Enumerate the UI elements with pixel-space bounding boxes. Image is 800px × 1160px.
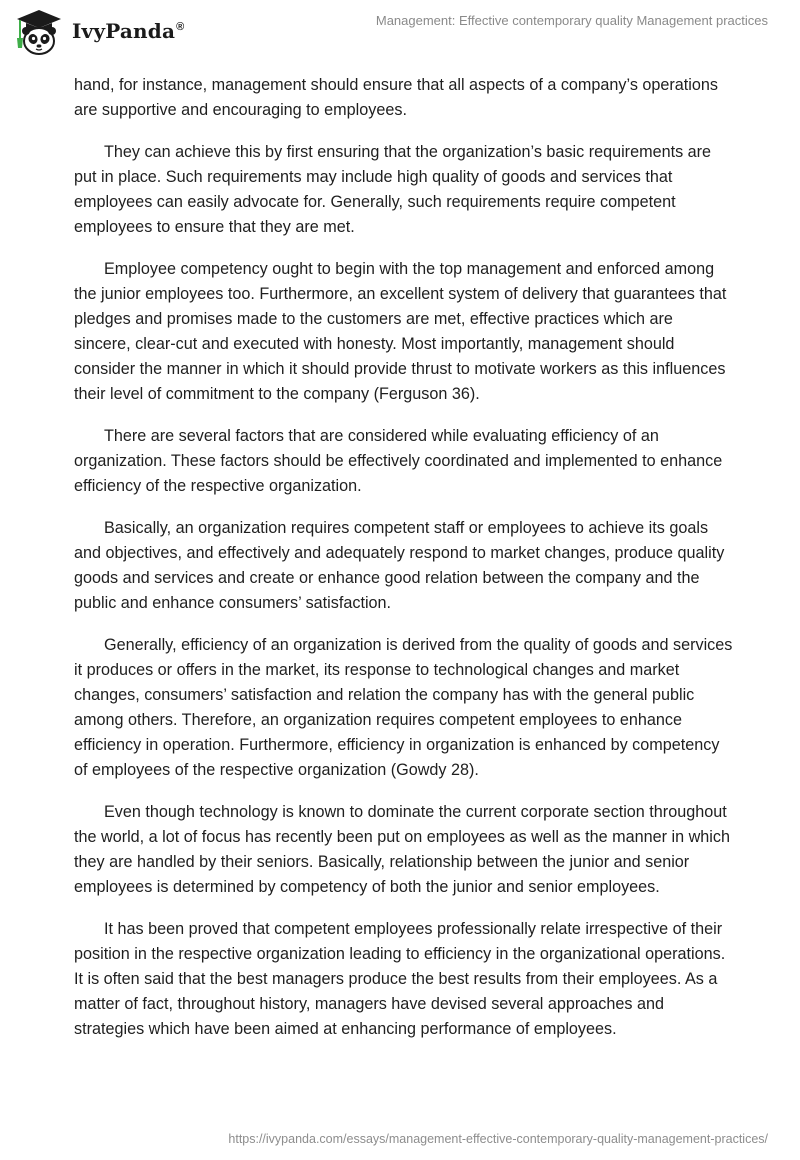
paragraph-3: Employee competency ought to begin with the top management and enforced among the junior employees too. Furthermore, an excellent system of delivery that guarantees that pledges and promises made to the customers are met, effective practices which are sincere, clear-cut and executed with honesty. Most importantly, management should consider the manner in which it should provide thrust to motivate workers as this influences their level of commitment to the company (Ferguson 36). — [74, 260, 727, 403]
paragraph-4: There are several factors that are considered while evaluating efficiency of an organization. These factors should be effectively coordinated and implemented to enhance efficiency of the respective organization. — [74, 427, 723, 495]
paragraph-7: Even though technology is known to dominate the current corporate section throughout the world, a lot of focus has recently been put on employees as well as the manner in which they are handled by their seniors. Basically, relationship between the junior and senior employees is determined by competency of both the junior and senior employees. — [74, 803, 730, 896]
source-url[interactable]: https://ivypanda.com/essays/management-effective-contemporary-quality-management-practices/ — [228, 1132, 768, 1146]
document-title: Management: Effective contemporary quality Management practices — [375, 13, 768, 28]
essay-body — [74, 73, 734, 1059]
page-header — [0, 0, 800, 60]
paragraph-8: It has been proved that competent employees professionally relate irrespective of their position in the respective organization leading to efficiency in the organizational operations. It is often said that the best managers produce the best results from their employees. As a matter of fact, throughout history, managers have devised several approaches and strategies which have been aimed at enhancing performance of employees. — [74, 920, 726, 1038]
brand-name — [72, 19, 184, 43]
brand-name-text: IvyPanda — [72, 19, 176, 43]
registered-mark: ® — [176, 21, 185, 34]
paragraph-6: Generally, efficiency of an organization is derived from the quality of goods and services it produces or offers in the market, its response to technological changes and market changes, consumers’ satisfaction and relation the company has with the general public among others. Therefore, an organization requires competent employees to enhance efficiency in operation. Furthermore, efficiency in organization is enhanced by competency of employees of the respective organization (Gowdy 28). — [74, 636, 733, 779]
panda-graduation-cap-icon — [14, 8, 64, 56]
ivypanda-logo[interactable] — [14, 8, 184, 56]
paragraph-1: hand, for instance, management should ensure that all aspects of a company’s operations are supportive and encouraging to employees. — [74, 76, 718, 119]
paragraph-2: They can achieve this by first ensuring that the organization’s basic requirements are put in place. Such requirements may include high quality of goods and services that employees can easily advocate for. Generally, such requirements require competent employees to ensure that they are met. — [74, 143, 712, 236]
paragraph-5: Basically, an organization requires competent staff or employees to achieve its goals and objectives, and effectively and adequately respond to market changes, produce quality goods and services and create or enhance good relation between the company and the public and enhance consumers’ satisfaction. — [74, 519, 725, 612]
